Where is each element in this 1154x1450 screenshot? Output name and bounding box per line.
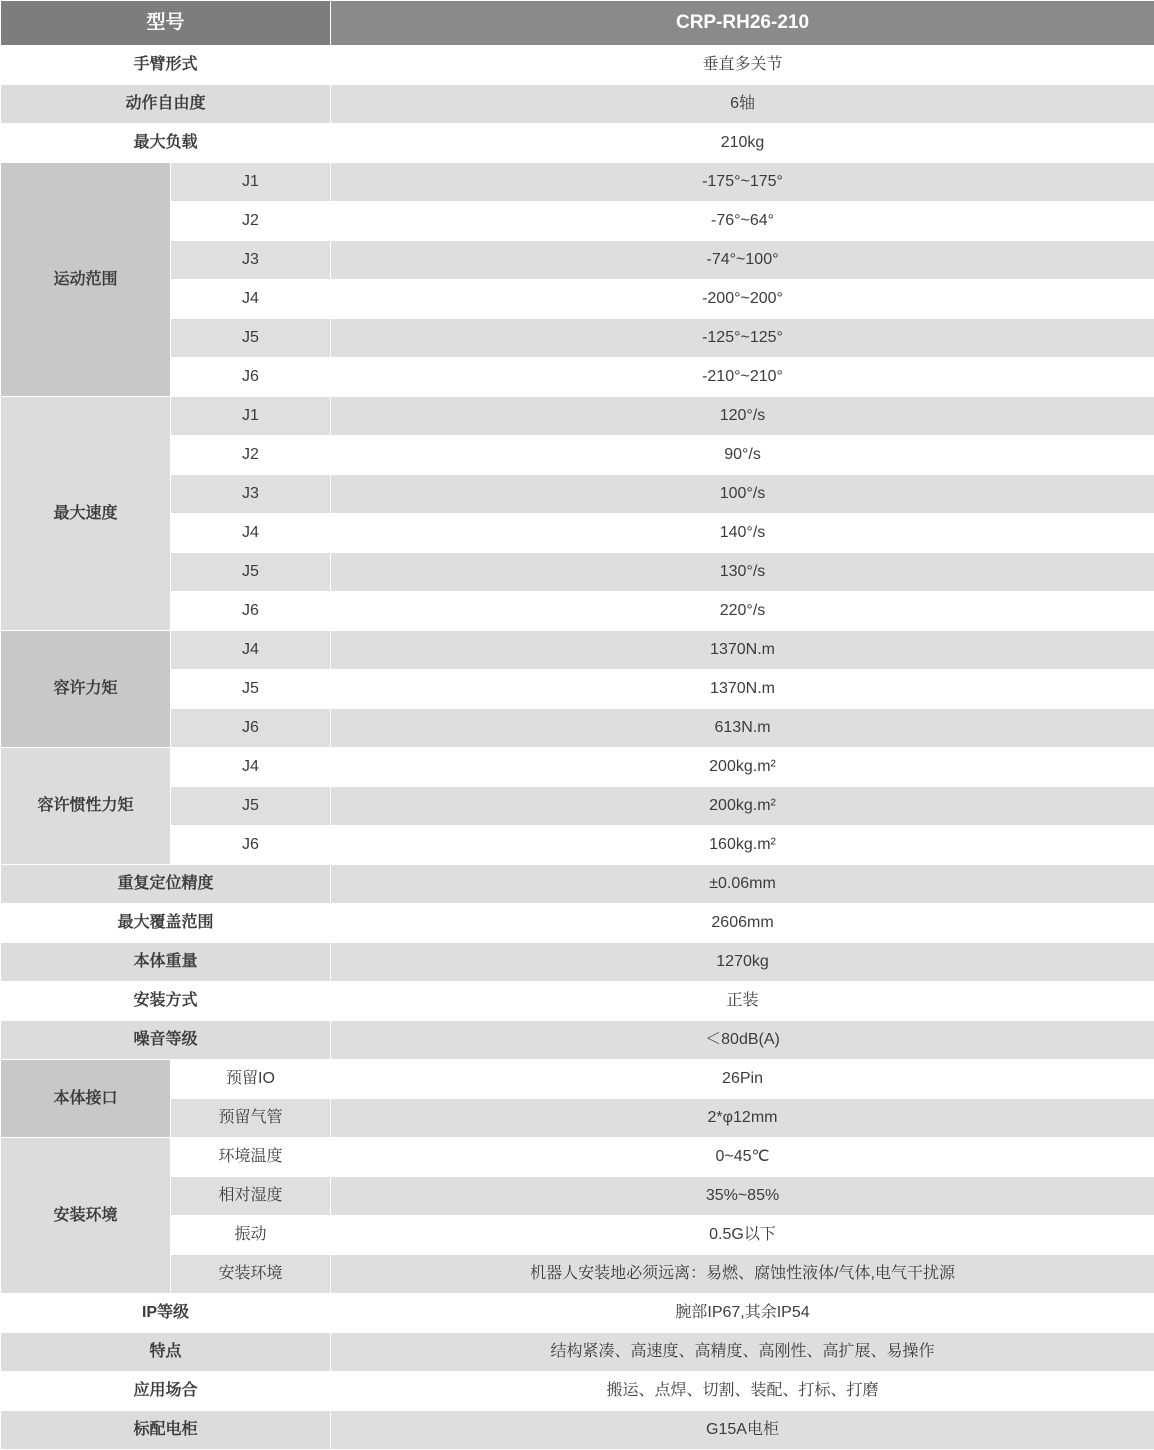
row-value-max-reach: 2606mm [331,904,1154,943]
sub-value-speed-j5: 130°/s [331,553,1154,592]
table-row [1,1060,1154,1099]
row-value-repeatability: ±0.06mm [331,865,1154,904]
row-label-ip-rating: IP等级 [1,1294,331,1333]
sub-value-humidity: 35%~85% [331,1177,1154,1216]
sub-value-install-env: 机器人安装地必须远离：易燃、腐蚀性液体/气体,电气干扰源 [331,1255,1154,1294]
sub-label-speed-j3: J3 [171,475,331,514]
table-row [1,709,1154,748]
header-label: 型号 [1,1,331,46]
row-label-arm-type: 手臂形式 [1,46,331,85]
sub-label-torque-j5: J5 [171,670,331,709]
table-row [1,475,1154,514]
table-row [1,982,1154,1021]
row-label-noise: 噪音等级 [1,1021,331,1060]
table-row [1,124,1154,163]
table-row [1,397,1154,436]
table-row [1,46,1154,85]
table-row [1,1294,1154,1333]
sub-label-speed-j4: J4 [171,514,331,553]
sub-value-speed-j6: 220°/s [331,592,1154,631]
table-row [1,280,1154,319]
row-label-features: 特点 [1,1333,331,1372]
group-label-max-speed: 最大速度 [1,397,171,631]
row-label-mounting: 安装方式 [1,982,331,1021]
sub-label-motion-j3: J3 [171,241,331,280]
row-value-applications: 搬运、点焊、切割、装配、打标、打磨 [331,1372,1154,1411]
sub-value-motion-j4: -200°~200° [331,280,1154,319]
row-value-arm-type: 垂直多关节 [331,46,1154,85]
table-row [1,670,1154,709]
row-label-body-weight: 本体重量 [1,943,331,982]
row-label-cabinet: 标配电柜 [1,1411,331,1450]
sub-value-torque-j5: 1370N.m [331,670,1154,709]
row-label-applications: 应用场合 [1,1372,331,1411]
sub-label-motion-j5: J5 [171,319,331,358]
sub-value-speed-j3: 100°/s [331,475,1154,514]
table-row [1,1372,1154,1411]
table-row [1,553,1154,592]
table-row [1,943,1154,982]
table-row [1,1255,1154,1294]
table-row [1,1021,1154,1060]
row-value-noise: ＜80dB(A) [331,1021,1154,1060]
sub-label-speed-j2: J2 [171,436,331,475]
table-row [1,1138,1154,1177]
table-row [1,1333,1154,1372]
sub-label-speed-j1: J1 [171,397,331,436]
sub-label-inertia-j5: J5 [171,787,331,826]
table-row [1,85,1154,124]
group-label-motion-range: 运动范围 [1,163,171,397]
sub-label-install-env: 安装环境 [171,1255,331,1294]
sub-value-speed-j2: 90°/s [331,436,1154,475]
table-row [1,163,1154,202]
row-value-mounting: 正装 [331,982,1154,1021]
sub-label-motion-j2: J2 [171,202,331,241]
sub-label-torque-j4: J4 [171,631,331,670]
sub-label-ambient-temp: 环境温度 [171,1138,331,1177]
sub-label-motion-j4: J4 [171,280,331,319]
sub-label-inertia-j4: J4 [171,748,331,787]
sub-label-reserved-air: 预留气管 [171,1099,331,1138]
sub-value-motion-j6: -210°~210° [331,358,1154,397]
sub-value-speed-j1: 120°/s [331,397,1154,436]
sub-value-motion-j2: -76°~64° [331,202,1154,241]
group-label-allow-torque: 容许力矩 [1,631,171,748]
sub-label-humidity: 相对湿度 [171,1177,331,1216]
row-value-body-weight: 1270kg [331,943,1154,982]
table-row [1,904,1154,943]
sub-label-motion-j1: J1 [171,163,331,202]
sub-value-reserved-io: 26Pin [331,1060,1154,1099]
sub-value-inertia-j4: 200kg.m² [331,748,1154,787]
row-value-max-load: 210kg [331,124,1154,163]
group-label-environment: 安装环境 [1,1138,171,1294]
sub-value-motion-j3: -74°~100° [331,241,1154,280]
table-row [1,319,1154,358]
table-row [1,1177,1154,1216]
table-row [1,1411,1154,1450]
table-row [1,826,1154,865]
group-label-interfaces: 本体接口 [1,1060,171,1138]
row-value-cabinet: G15A电柜 [331,1411,1154,1450]
table-header-row [1,1,1154,46]
table-row [1,436,1154,475]
header-value: CRP-RH26-210 [331,1,1154,46]
table-row [1,787,1154,826]
row-label-max-load: 最大负载 [1,124,331,163]
table-row [1,748,1154,787]
table-row [1,358,1154,397]
sub-label-vibration: 振动 [171,1216,331,1255]
sub-value-motion-j5: -125°~125° [331,319,1154,358]
table-row [1,514,1154,553]
table-row [1,1099,1154,1138]
table-row [1,241,1154,280]
sub-value-motion-j1: -175°~175° [331,163,1154,202]
row-value-dof: 6轴 [331,85,1154,124]
group-label-allow-inertia: 容许惯性力矩 [1,748,171,865]
row-value-ip-rating: 腕部IP67,其余IP54 [331,1294,1154,1333]
sub-value-ambient-temp: 0~45℃ [331,1138,1154,1177]
sub-value-torque-j6: 613N.m [331,709,1154,748]
sub-value-inertia-j6: 160kg.m² [331,826,1154,865]
row-label-repeatability: 重复定位精度 [1,865,331,904]
sub-label-torque-j6: J6 [171,709,331,748]
sub-value-vibration: 0.5G以下 [331,1216,1154,1255]
sub-value-speed-j4: 140°/s [331,514,1154,553]
sub-label-reserved-io: 预留IO [171,1060,331,1099]
table-row [1,631,1154,670]
sub-value-reserved-air: 2*φ12mm [331,1099,1154,1138]
table-row [1,592,1154,631]
sub-label-speed-j6: J6 [171,592,331,631]
table-row [1,1216,1154,1255]
sub-value-torque-j4: 1370N.m [331,631,1154,670]
table-row [1,865,1154,904]
table-row [1,202,1154,241]
sub-label-speed-j5: J5 [171,553,331,592]
row-label-dof: 动作自由度 [1,85,331,124]
sub-label-inertia-j6: J6 [171,826,331,865]
sub-label-motion-j6: J6 [171,358,331,397]
row-value-features: 结构紧凑、高速度、高精度、高刚性、高扩展、易操作 [331,1333,1154,1372]
sub-value-inertia-j5: 200kg.m² [331,787,1154,826]
row-label-max-reach: 最大覆盖范围 [1,904,331,943]
